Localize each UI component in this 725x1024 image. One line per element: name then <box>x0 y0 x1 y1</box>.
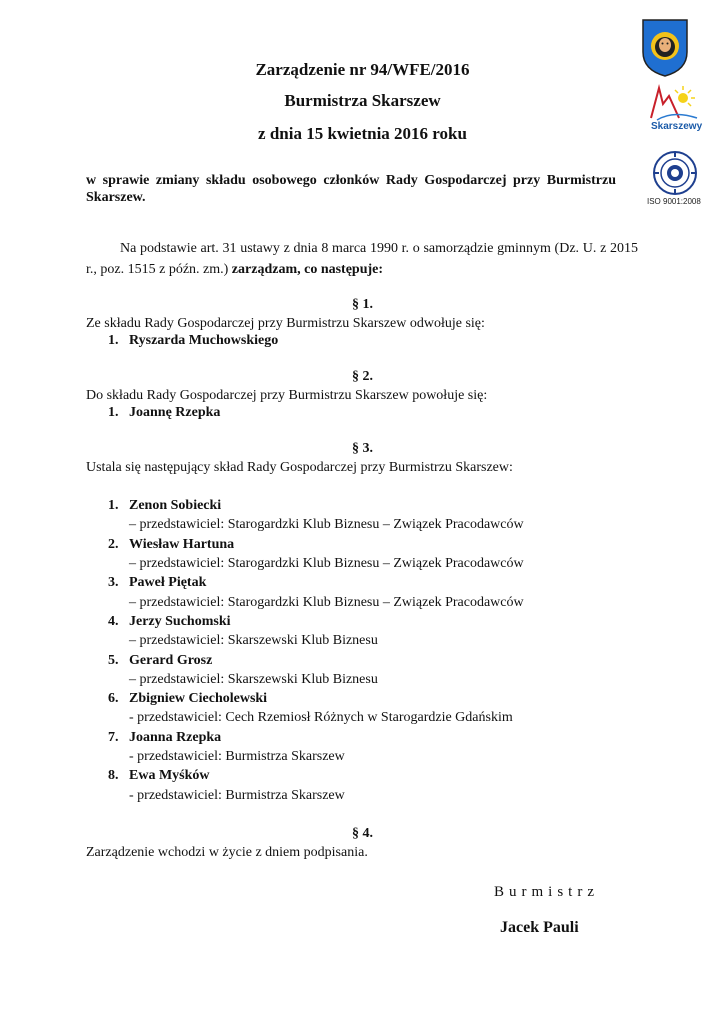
member-name: Zbigniew Ciecholewski <box>129 691 268 706</box>
signature-name: Jacek Pauli <box>500 919 579 936</box>
member-name: Wiesław Hartuna <box>129 537 235 552</box>
member-representative: – przedstawiciel: Starogardzki Klub Biznesu – Związek Pracodawców <box>129 595 524 610</box>
section-1-text: Ze składu Rady Gospodarczej przy Burmistrzu Skarszew odwołuje się: <box>86 316 485 331</box>
document-title: Zarządzenie nr 94/WFE/2016 <box>255 60 470 79</box>
section-2-text: Do składu Rady Gospodarczej przy Burmistrzu Skarszew powołuje się: <box>86 388 488 403</box>
member-name: Paweł Piętak <box>129 575 207 590</box>
document-date: z dnia 15 kwietnia 2016 roku <box>258 124 467 143</box>
section-4-title: § 4. <box>352 826 373 841</box>
item-number: 1. <box>108 405 119 420</box>
member-number: 6. <box>108 691 119 706</box>
member-item <box>108 653 212 669</box>
section-3-text: Ustala się następujący skład Rady Gospodarczej przy Burmistrzu Skarszew: <box>86 460 513 475</box>
member-number: 1. <box>108 498 119 513</box>
member-item <box>108 768 210 784</box>
member-name: Jerzy Suchomski <box>129 614 231 629</box>
member-item <box>108 691 267 707</box>
member-name: Gerard Grosz <box>129 653 213 668</box>
document-subject: w sprawie zmiany składu osobowego członków Rady Gospodarczej przy Burmistrzu Skarszew. <box>86 173 616 205</box>
item-number: 1. <box>108 333 119 348</box>
section-2-title: § 2. <box>352 369 373 384</box>
member-number: 5. <box>108 653 119 668</box>
member-name: Zenon Sobiecki <box>129 498 222 513</box>
member-representative: - przedstawiciel: Burmistrza Skarszew <box>129 749 345 764</box>
intro-text: Na podstawie art. 31 ustawy z dnia 8 marca 1990 r. o samorządzie gminnym (Dz. U. z 2015 r., poz. 1515 z późn. zm.) <box>86 241 638 277</box>
member-number: 8. <box>108 768 119 783</box>
member-number: 7. <box>108 730 119 745</box>
member-item <box>108 575 206 591</box>
intro-paragraph <box>86 238 638 280</box>
member-name: Joanna Rzepka <box>129 730 222 745</box>
document-subtitle: Burmistrza Skarszew <box>284 91 441 110</box>
member-item <box>108 498 221 514</box>
member-item <box>108 614 231 630</box>
member-number: 4. <box>108 614 119 629</box>
member-representative: - przedstawiciel: Cech Rzemiosł Różnych w Starogardzie Gdańskim <box>129 710 513 725</box>
member-representative: – przedstawiciel: Skarszewski Klub Biznesu <box>129 633 378 648</box>
section-1-item <box>108 333 278 349</box>
member-representative: - przedstawiciel: Burmistrza Skarszew <box>129 788 345 803</box>
section-4-text: Zarządzenie wchodzi w życie z dniem podpisania. <box>86 845 368 860</box>
section-3-title: § 3. <box>352 441 373 456</box>
item-name: Ryszarda Muchowskiego <box>129 333 279 348</box>
member-item <box>108 537 234 553</box>
section-1-title: § 1. <box>352 297 373 312</box>
iso-certification-logo <box>651 150 699 196</box>
intro-bold: zarządzam, co następuje: <box>231 262 384 277</box>
member-representative: – przedstawiciel: Skarszewski Klub Biznesu <box>129 672 378 687</box>
member-number: 3. <box>108 575 119 590</box>
section-2-item <box>108 405 220 421</box>
member-name: Ewa Myśków <box>129 768 210 783</box>
item-name: Joannę Rzepka <box>129 405 221 420</box>
signature-role: Burmistrz <box>494 884 599 900</box>
member-representative: – przedstawiciel: Starogardzki Klub Biznesu – Związek Pracodawców <box>129 517 524 532</box>
member-representative: – przedstawiciel: Starogardzki Klub Biznesu – Związek Pracodawców <box>129 556 524 571</box>
member-item <box>108 730 221 746</box>
skarszewy-logo-label: Skarszewy <box>651 121 703 132</box>
member-number: 2. <box>108 537 119 552</box>
iso-logo-label: ISO 9001:2008 <box>647 197 701 206</box>
